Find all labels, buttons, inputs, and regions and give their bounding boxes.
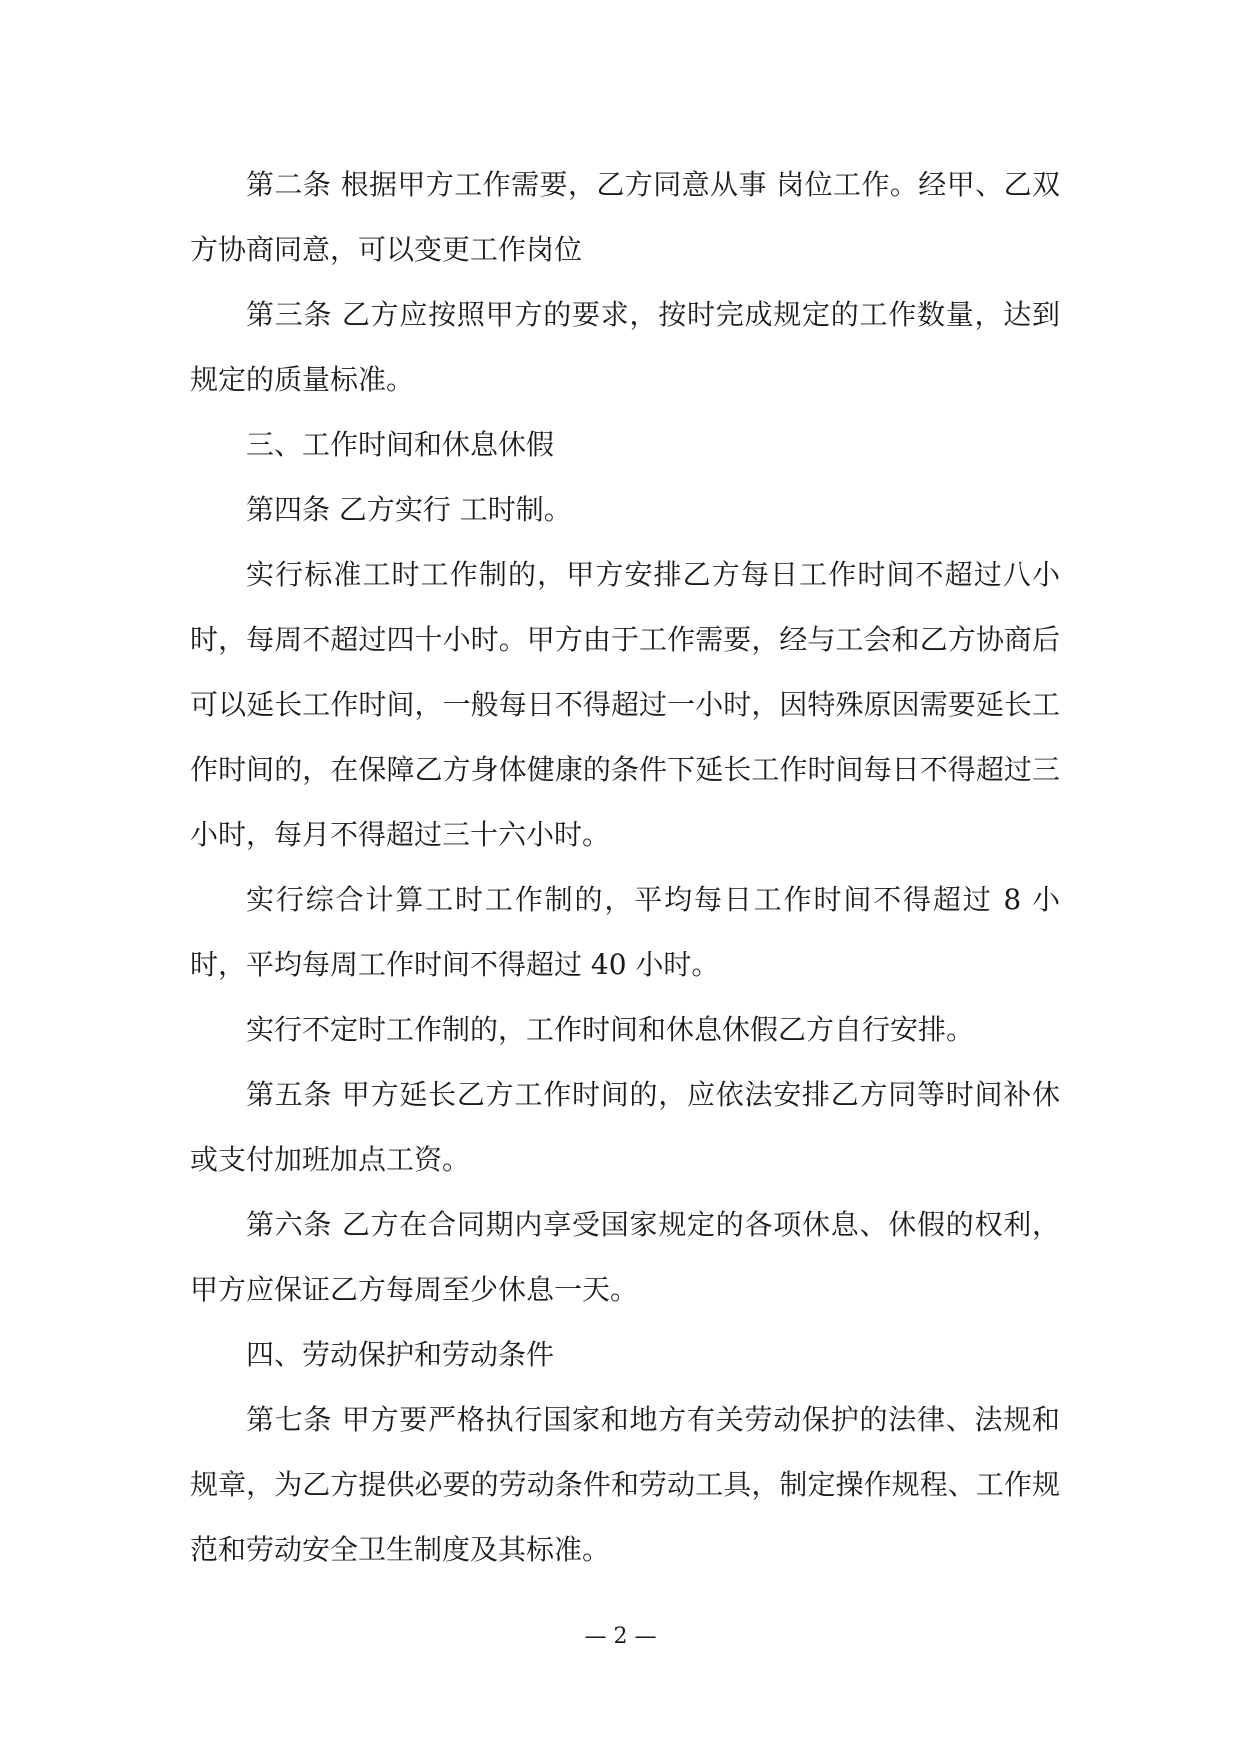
article-6-paragraph: 第六条 乙方在合同期内享受国家规定的各项休息、休假的权利，甲方应保证乙方每周至少休息一天。 (190, 1208, 1060, 1306)
page-number: — 2 — (584, 1624, 657, 1649)
section-3-heading: 三、工作时间和休息休假 (246, 428, 555, 461)
comprehensive-hours-paragraph: 实行综合计算工时工作制的，平均每日工作时间不得超过 8 小时，平均每周工作时间不得超过 40 小时。 (190, 883, 1060, 981)
standard-hours-paragraph: 实行标准工时工作制的，甲方安排乙方每日工作时间不超过八小时，每周不超过四十小时。甲方由于工作需要，经与工会和乙方协商后可以延长工作时间，一般每日不得超过一小时，因特殊原因需要延长工作时间的，在保障乙方身体健康的条件下延长工作时间每日不得超过三小时，每月不得超过三十六小时。 (190, 558, 1060, 851)
article-3-paragraph: 第三条 乙方应按照甲方的要求，按时完成规定的工作数量，达到规定的质量标准。 (190, 298, 1060, 396)
flexible-hours-paragraph: 实行不定时工作制的，工作时间和休息休假乙方自行安排。 (246, 1013, 975, 1046)
article-2-paragraph: 第二条 根据甲方工作需要，乙方同意从事 岗位工作。经甲、乙双方协商同意，可以变更工作岗位 (190, 168, 1060, 266)
document-body (190, 152, 1060, 1582)
article-4-paragraph: 第四条 乙方实行 工时制。 (246, 493, 572, 526)
section-4-heading: 四、劳动保护和劳动条件 (246, 1338, 555, 1371)
article-5-paragraph: 第五条 甲方延长乙方工作时间的，应依法安排乙方同等时间补休或支付加班加点工资。 (190, 1078, 1060, 1176)
article-7-paragraph: 第七条 甲方要严格执行国家和地方有关劳动保护的法律、法规和规章，为乙方提供必要的劳动条件和劳动工具，制定操作规程、工作规范和劳动安全卫生制度及其标准。 (190, 1403, 1060, 1566)
